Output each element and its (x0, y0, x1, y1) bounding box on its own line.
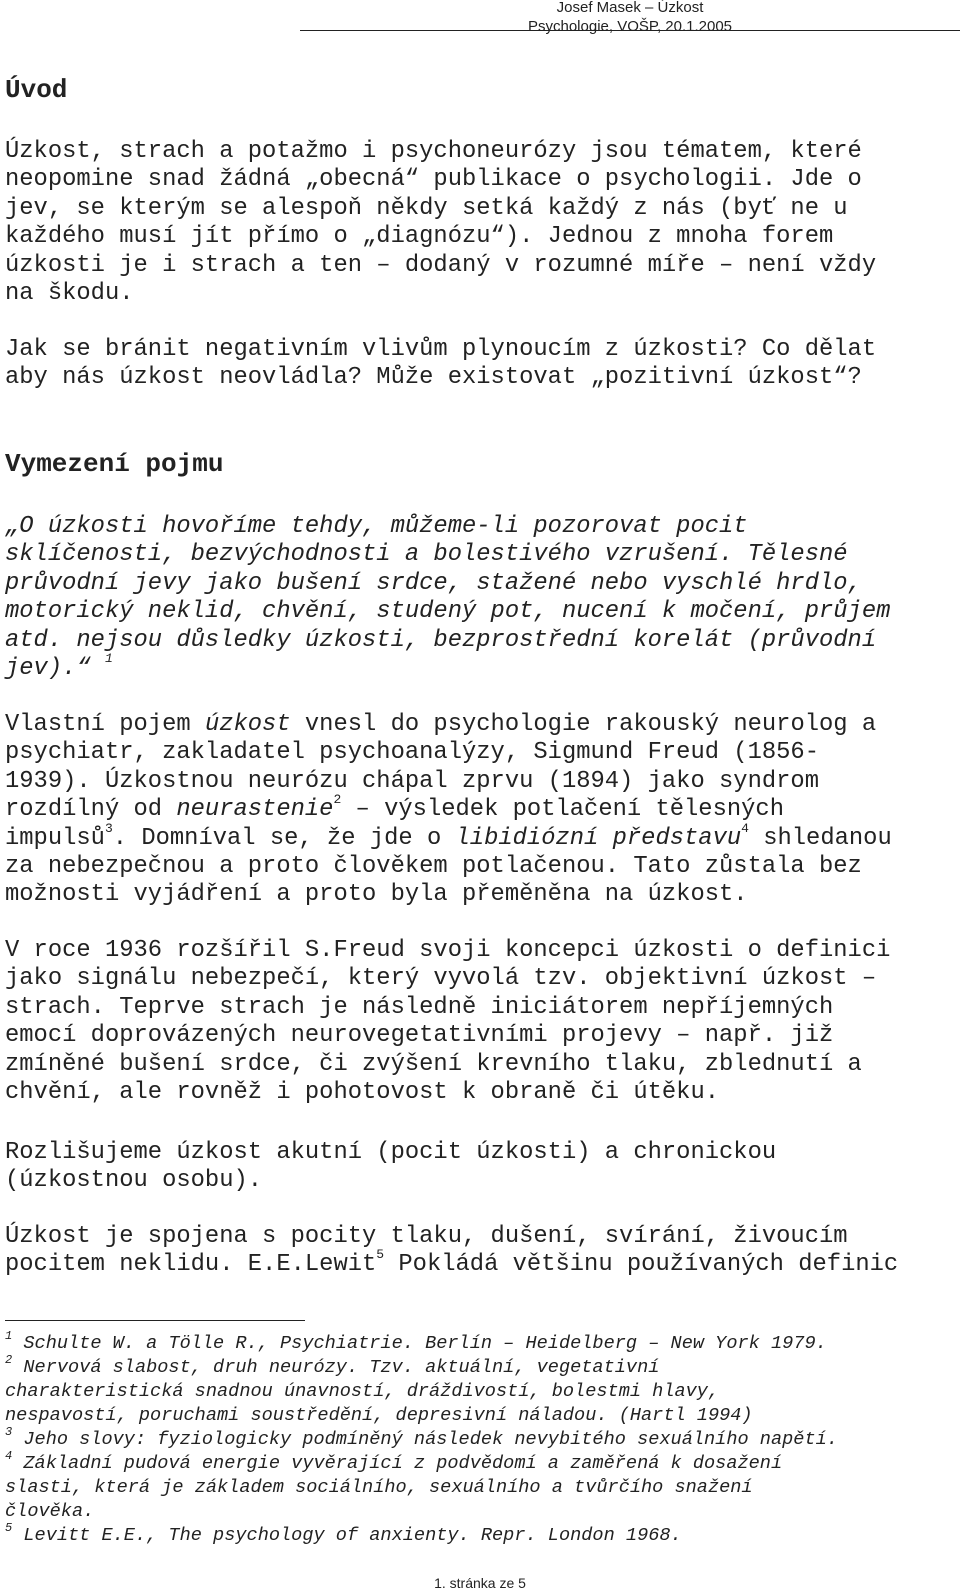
footnote-text: Schulte W. a Tölle R., Psychiatrie. Berlín – Heidelberg – New York 1979. (23, 1333, 827, 1354)
text-line: atd. nejsou důsledky úzkosti, bezprostřední korelát (průvodní (5, 626, 877, 654)
page-number: 1. stránka ze 5 (434, 1575, 526, 1591)
footnote-text: Základní pudová energie vyvěrající z podvědomí a zaměřená k dosažení (23, 1453, 783, 1474)
footnote-ref: 3 (104, 820, 113, 836)
footnote-number: 4 (5, 1449, 13, 1463)
text-line: chvění, ale rovněž i pohotovost k obraně či útěku. (5, 1078, 720, 1106)
text-line: aby nás úzkost neovládla? Může existovat „pozitivní úzkost“? (5, 364, 862, 392)
heading-definition: Vymezení pojmu (5, 449, 224, 479)
text-line: „O úzkosti hovoříme tehdy, můžeme-li pozorovat pocit (5, 513, 748, 540)
heading-intro: Úvod (5, 75, 68, 105)
footnote-2 (5, 1353, 960, 1428)
footnote-3 (5, 1425, 960, 1452)
footnote-1 (5, 1329, 960, 1356)
text-line: emocí doprovázených neurovegetativními projevy – např. již (5, 1022, 834, 1050)
text-segment: Pokládá většinu používaných definic (384, 1251, 899, 1279)
footnote-text: člověka. (5, 1501, 95, 1522)
quote-definition (5, 513, 960, 683)
text-segment: impulsů (5, 824, 105, 852)
footnote-text: Levitt E.E., The psychology of anxienty. Repr. London 1968. (23, 1525, 682, 1546)
footnote-ref: 5 (376, 1247, 385, 1263)
text-line: za nebezpečnou a proto člověkem potlačenou. Tato zůstala bez (5, 852, 862, 880)
text-line: zmíněné bušení srdce, či zvýšení krevního tlaku, zblednutí a (5, 1050, 862, 1078)
text-segment: shledanou (748, 824, 892, 852)
text-line: strach. Teprve strach je následně iniciátorem nepříjemných (5, 993, 834, 1021)
paragraph-intro-2 (5, 336, 960, 393)
footnote-number: 3 (5, 1425, 13, 1439)
page-header (300, 0, 960, 35)
text-line: jako signálu nebezpečí, který vyvolá tzv. objektivní úzkost – (5, 965, 877, 993)
text-line: sklíčenosti, bezvýchodnosti a bolestivého vzrušení. Tělesné (5, 541, 848, 569)
footnote-text: nespavostí, poruchami soustředění, depresivní náladou. (Hartl 1994) (5, 1405, 753, 1426)
text-line: psychiatr, zakladatel psychoanalýzy, Sigmund Freud (1856- (5, 739, 819, 767)
text-line: jev, se kterým se alespoň někdy setká každý z nás (byť ne u (5, 194, 848, 222)
footnote-ref: 4 (741, 820, 749, 836)
emphasis-term: neurastenie (176, 796, 334, 824)
emphasis-term: libidiózní představu (455, 824, 742, 852)
text-line (5, 650, 960, 683)
footnote-ref: 2 (333, 792, 342, 808)
text-line: průvodní jevy jako bušení srdce, stažené nebo vyschlé hrdlo, (5, 569, 862, 597)
text-segment: pocitem neklidu. E.E.Lewit (5, 1251, 377, 1279)
text-line: Rozlišujeme úzkost akutní (pocit úzkosti) a chronickou (5, 1139, 777, 1166)
text-segment: vnesl do psychologie rakouský neurolog a (290, 711, 877, 738)
text-segment: Vlastní pojem (5, 711, 205, 738)
text-segment: rozdílný od (5, 796, 177, 824)
paragraph-intro-1 (5, 138, 960, 308)
text-segment: jev).“ (5, 654, 91, 682)
footnote-number: 5 (5, 1521, 13, 1535)
text-line: každého musí jít přímo o „diagnózu“). Jednou z mnoha forem (5, 223, 834, 251)
text-line: Úzkost je spojena s pocity tlaku, dušení, svírání, živoucím (5, 1223, 848, 1250)
text-line: motorický neklid, chvění, studený pot, nucení k močení, průjem (5, 598, 891, 626)
footnote-text: Jeho slovy: fyziologicky podmíněný následek nevybitého sexuálního napětí. (23, 1429, 838, 1450)
text-segment: . Domníval se, že jde o (112, 824, 456, 852)
paragraph-freud (5, 711, 960, 910)
footnote-text: charakteristická snadnou únavností, dráždivostí, bolestmi hlavy, (5, 1381, 720, 1402)
footnote-number: 2 (5, 1353, 13, 1367)
footnote-4 (5, 1449, 960, 1524)
header-course-date: Psychologie, VOŠP, 20.1.2005 (527, 18, 733, 35)
footnote-number: 1 (5, 1329, 13, 1343)
header-author-title: Josef Masek – Úzkost (556, 0, 704, 16)
text-line: 1939). Úzkostnou neurózu chápal zprvu (1894) jako syndrom (5, 767, 819, 795)
footnote-separator (5, 1320, 305, 1321)
text-segment: – výsledek potlačení tělesných (341, 796, 784, 824)
text-line: na škodu. (5, 279, 134, 307)
footnote-ref: 1 (104, 650, 113, 666)
paragraph-lewit (5, 1223, 960, 1280)
footnote-text: Nervová slabost, druh neurózy. Tzv. aktuální, vegetativní (23, 1357, 660, 1378)
text-line: Úzkost, strach a potažmo i psychoneurózy jsou tématem, které (5, 138, 862, 165)
emphasis-term: úzkost (204, 711, 291, 738)
text-line: úzkosti je i strach a ten – dodaný v rozumné míře – není vždy (5, 251, 877, 279)
paragraph-acute-chronic (5, 1139, 960, 1196)
text-line: (úzkostnou osobu). (5, 1167, 263, 1195)
text-line: V roce 1936 rozšířil S.Freud svoji koncepci úzkosti o definici (5, 937, 891, 964)
footnote-text: slasti, která je základem sociálního, sexuálního a tvůrčího snažení (5, 1477, 753, 1498)
paragraph-freud-1936 (5, 937, 960, 1107)
footnote-5 (5, 1521, 960, 1548)
text-line: možnosti vyjádření a proto byla přeměněna na úzkost. (5, 881, 748, 909)
text-line: Jak se bránit negativním vlivům plynoucím z úzkosti? Co dělat (5, 336, 877, 363)
text-line: neopomine snad žádná „obecná“ publikace o psychologii. Jde o (5, 166, 862, 194)
